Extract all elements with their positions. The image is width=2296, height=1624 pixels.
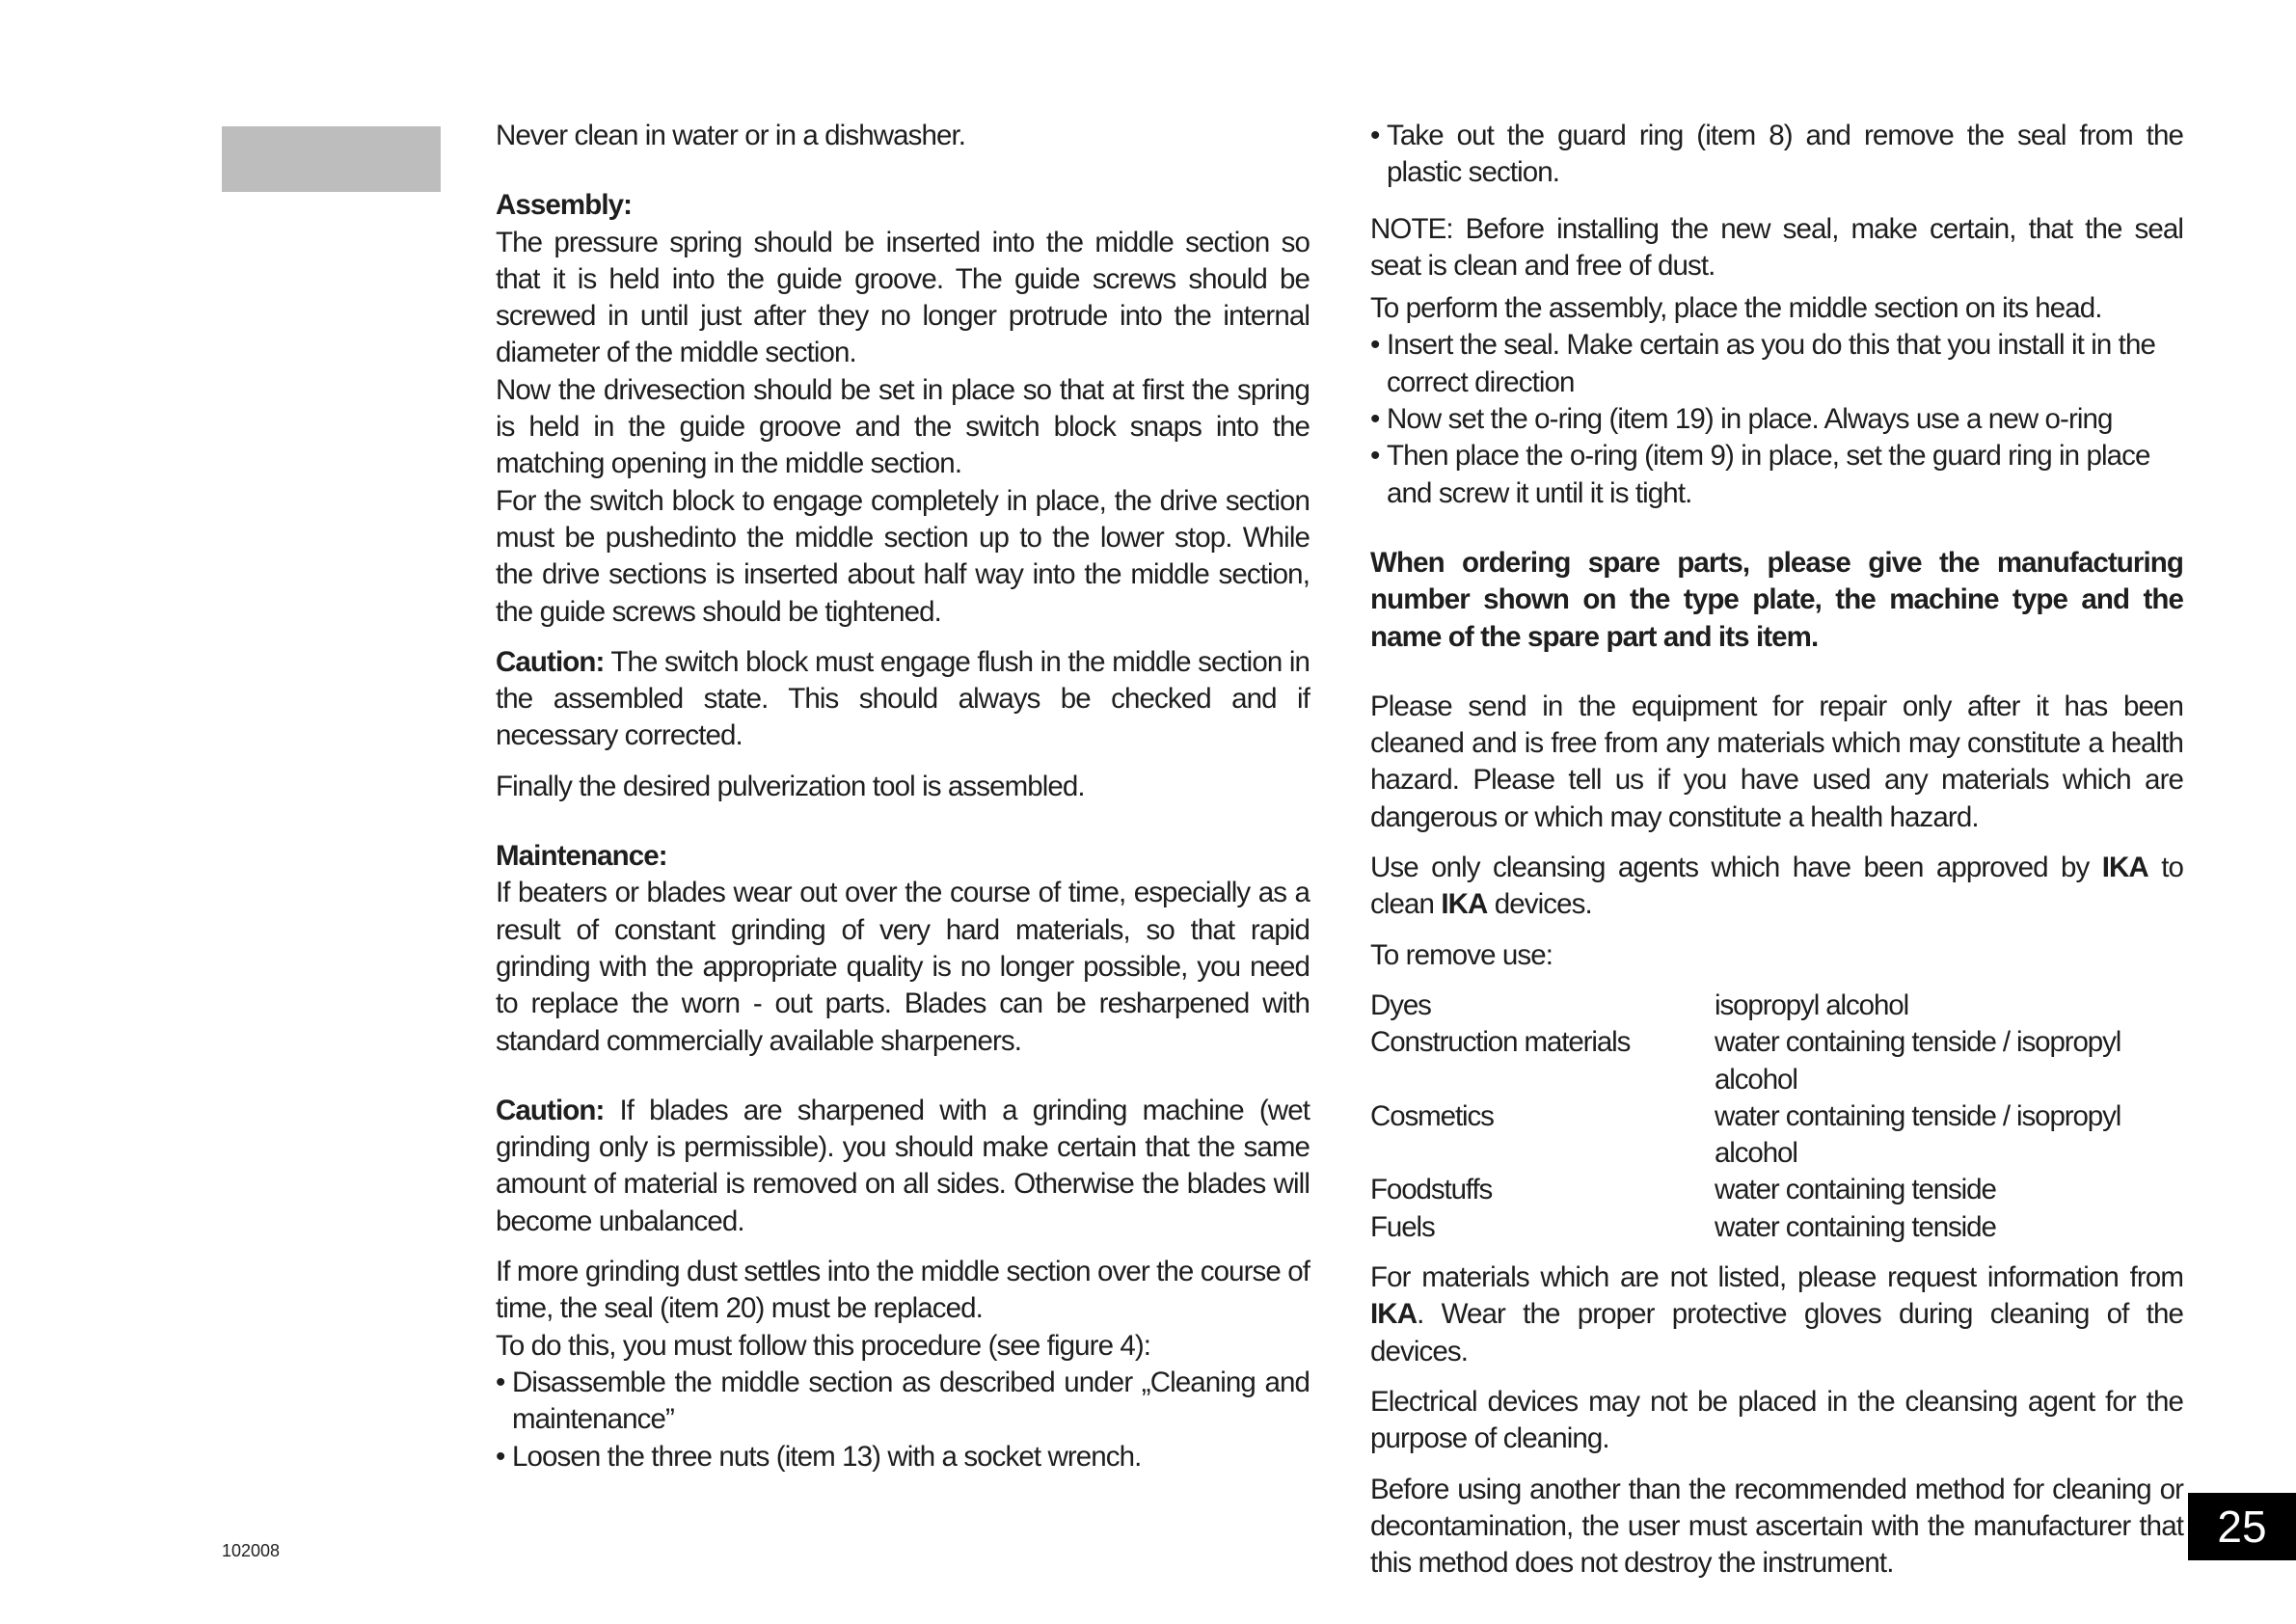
ika-brand: IKA [1370, 1298, 1418, 1331]
bullet-icon: • [1370, 120, 1380, 151]
table-row [1370, 1209, 2183, 1246]
assembly-paragraph-3: For the switch block to engage completely in place, the drive section must be pushedinto the middle section up to the lower stop. While the drive sections is inserted about half way into the middle section, the guide screws should be tightened. [496, 484, 1310, 628]
ika-brand: IKA [2101, 852, 2148, 884]
dust-paragraph: If more grinding dust settles into the middle section over the course of time, the seal (item 20) must be replaced. [496, 1256, 1310, 1325]
agents-text-post: devices. [1487, 888, 1592, 921]
never-clean-text: Never clean in water or in a dishwasher. [496, 120, 966, 151]
to-remove-label: To remove use: [1370, 938, 1553, 971]
assembly-paragraph-2: Now the drivesection should be set in place so that at first the spring is held in the guide groove and the switch block snaps into the matching opening in the middle section. [496, 373, 1310, 480]
list-item [496, 1365, 1310, 1439]
caution-label: Caution: [496, 1094, 605, 1126]
unlisted-text-post: . Wear the proper protective gloves during cleaning of the devices. [1370, 1298, 2183, 1367]
list-item [1370, 118, 2183, 192]
caution-label: Caution: [496, 645, 605, 678]
maintenance-heading: Maintenance: [496, 840, 667, 873]
caution-switch-text: The switch block must engage flush in the middle section in the assembled state. This should always be checked and if necessary corrected. [496, 645, 1310, 752]
list-item [496, 1439, 1310, 1475]
bullet-icon: • [1370, 329, 1380, 362]
list-item-text: Then place the o-ring (item 9) in place, set the guard ring in place and screw it until it is tight. [1387, 440, 2150, 509]
list-item-text: Now set the o-ring (item 19) in place. Always use a new o-ring [1387, 403, 2113, 436]
assembly-instruction: To perform the assembly, place the middle section on its head. [1370, 292, 2102, 325]
agent-cell: isopropyl alcohol [1715, 988, 1909, 1021]
list-item [1370, 438, 2183, 512]
list-item [1370, 327, 2183, 401]
caution-switch-block [496, 644, 1310, 755]
material-cell: Cosmetics [1370, 1099, 1494, 1132]
list-item-text: Disassemble the middle section as described under „Cleaning and maintenance” [512, 1366, 1310, 1436]
table-row [1370, 988, 2183, 1024]
finally-text: Finally the desired pulverization tool is assembled. [496, 770, 1085, 802]
table-row [1370, 1098, 2183, 1173]
agent-cell: water containing tenside / isopropyl alcohol [1715, 1099, 2121, 1170]
bullet-icon: • [1370, 440, 1380, 473]
note-paragraph: NOTE: Before installing the new seal, make certain, that the seal seat is clean and free of dust. [1370, 212, 2183, 282]
maintenance-paragraph: If beaters or blades wear out over the course of time, especially as a result of constant grinding of very hard materials, so that rapid grinding with the appropriate quality is no longer possible, you need to replace the worn - out parts. Blades can be resharpened with standard commercially available sharpeners. [496, 877, 1310, 1057]
repair-paragraph: Please send in the equipment for repair only after it has been cleaned and is free from any materials which may constitute a health hazard. Please tell us if you have used any materials which are dangerous or which may constitute a health hazard. [1370, 690, 2183, 833]
agent-cell: water containing tenside / isopropyl alcohol [1715, 1026, 2121, 1096]
section-tab-marker [222, 126, 441, 192]
assembly-paragraph-1: The pressure spring should be inserted into the middle section so that it is held into the guide groove. The guide screws should be screwed in until just after they no longer protrude into the internal diameter of the middle section. [496, 226, 1310, 369]
unlisted-materials-paragraph [1370, 1259, 2183, 1370]
material-cell: Construction materials [1370, 1026, 1631, 1059]
ika-brand: IKA [1441, 888, 1488, 921]
cleansing-agents-paragraph [1370, 850, 2183, 924]
agents-text-pre: Use only cleansing agents which have been approved by [1370, 852, 2102, 884]
list-item-text: Loosen the three nuts (item 13) with a socket wrench. [512, 1440, 1142, 1473]
page-number: 25 [2188, 1493, 2296, 1560]
right-column [1370, 118, 2183, 1582]
list-item-text: Insert the seal. Make certain as you do this that you install it in the correct direction [1387, 329, 2155, 398]
material-cell: Foodstuffs [1370, 1174, 1493, 1206]
procedure-intro: To do this, you must follow this procedure (see figure 4): [496, 1329, 1151, 1362]
list-item [1370, 401, 2183, 438]
agent-cell: water containing tenside [1715, 1174, 1996, 1206]
bullet-icon: • [496, 1366, 505, 1398]
list-item-text: Take out the guard ring (item 8) and remove the seal from the plastic section. [1387, 120, 2183, 189]
decontamination-paragraph: Before using another than the recommended method for cleaning or decontamination, the user must ascertain with the manufacturer that this method does not destroy the instrument. [1370, 1473, 2183, 1580]
document-code: 102008 [222, 1541, 281, 1560]
agent-cell: water containing tenside [1715, 1210, 1996, 1243]
caution-blades [496, 1093, 1310, 1240]
assembly-heading: Assembly: [496, 189, 633, 222]
cleaning-agents-table [1370, 988, 2183, 1246]
material-cell: Fuels [1370, 1210, 1435, 1243]
bullet-icon: • [496, 1440, 505, 1473]
agents-text-mid: to clean [1370, 852, 2183, 921]
table-row [1370, 1172, 2183, 1208]
spare-parts-notice: When ordering spare parts, please give the manufacturing number shown on the type plate, the machine type and the name of the spare part and its item. [1370, 546, 2183, 653]
bullet-icon: • [1370, 403, 1380, 436]
table-row [1370, 1024, 2183, 1098]
unlisted-text-pre: For materials which are not listed, please request information from [1370, 1261, 2183, 1294]
material-cell: Dyes [1370, 988, 1431, 1021]
caution-blades-text: If blades are sharpened with a grinding machine (wet grinding only is permissible). you should make certain that the same amount of material is removed on all sides. Otherwise the blades will become unbalanced. [496, 1094, 1310, 1237]
left-column [496, 118, 1310, 1475]
electrical-devices-paragraph: Electrical devices may not be placed in the cleansing agent for the purpose of cleaning. [1370, 1385, 2183, 1455]
